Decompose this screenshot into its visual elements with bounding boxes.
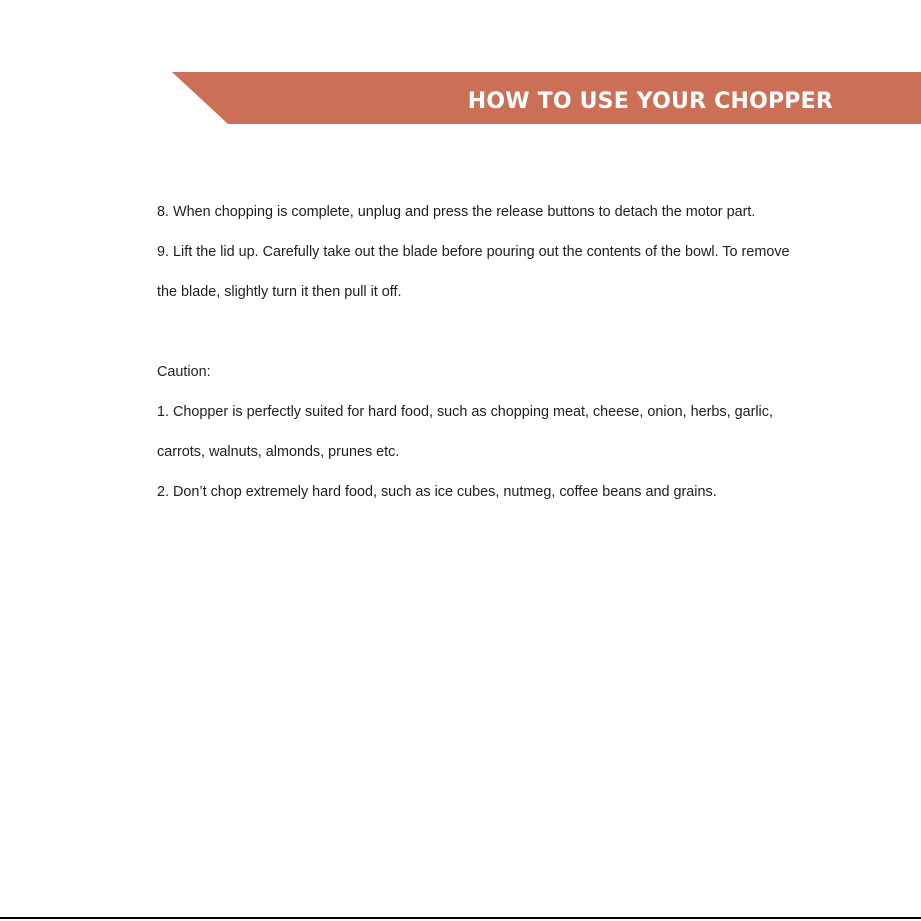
section-spacer [157,312,841,352]
instructions-content [157,192,841,512]
step-8-text: 8. When chopping is complete, unplug and press the release buttons to detach the motor part. [157,204,756,220]
caution-item-1-line-2: carrots, walnuts, almonds, prunes etc. [157,444,400,460]
caution-heading: Caution: [157,364,211,380]
caution-item-2-text: 2. Don’t chop extremely hard food, such as ice cubes, nutmeg, coffee beans and grains. [157,484,717,500]
caution-item-1-line-1: 1. Chopper is perfectly suited for hard food, such as chopping meat, cheese, onion, herbs, garlic, [157,404,773,420]
step-9-text-line-1: 9. Lift the lid up. Carefully take out the blade before pouring out the contents of the bowl. To remove [157,244,790,260]
header-banner [0,0,921,125]
step-9-text-line-2: the blade, slightly turn it then pull it off. [157,284,402,300]
bottom-divider [0,917,921,919]
page-title: HOW TO USE YOUR CHOPPER [467,89,833,114]
